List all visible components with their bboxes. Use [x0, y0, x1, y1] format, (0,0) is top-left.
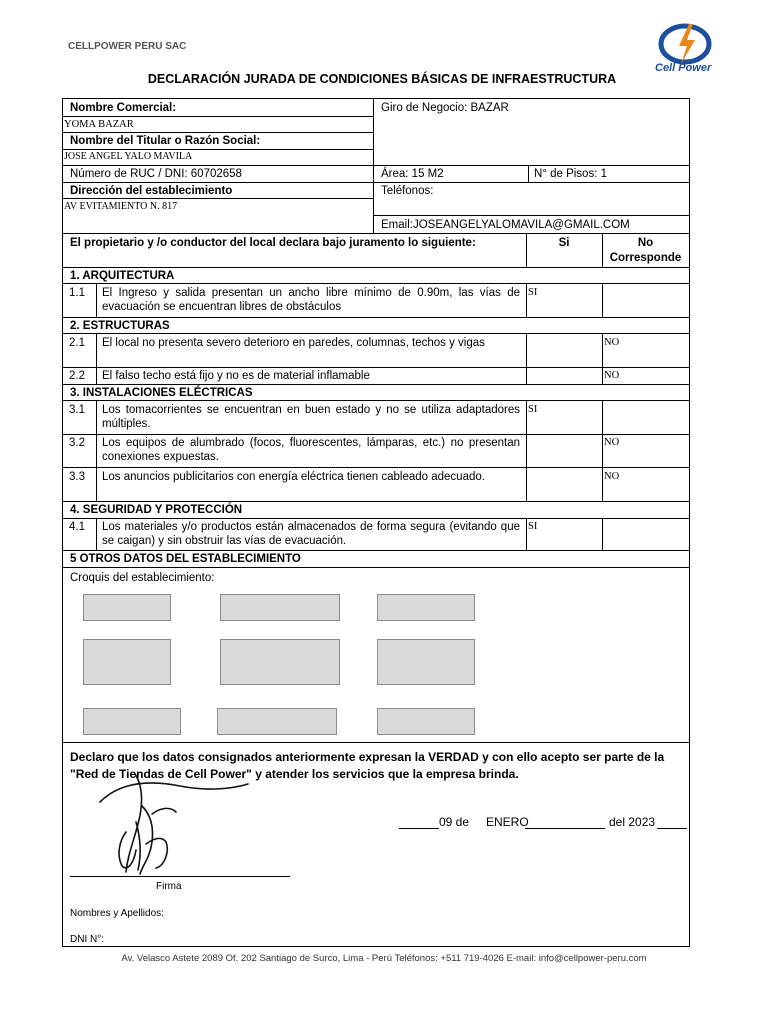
item-text: El falso techo está fijo y no es de material inflamable [102, 370, 370, 382]
closing-statement-line1: Declaro que los datos consignados anteriormente expresan la VERDAD y con ello acepto ser parte de la [70, 750, 665, 764]
nombre-comercial-value: YOMA BAZAR [64, 119, 134, 130]
croquis-placeholder [217, 708, 337, 735]
titular-value: JOSE ANGEL YALO MAVILA [64, 151, 193, 162]
croquis-label: Croquis del establecimiento: [70, 572, 215, 584]
date-year: del 2023 [609, 815, 656, 829]
dni-label: DNI N°: [70, 934, 104, 945]
area: Área: 15 M2 [381, 168, 444, 180]
answer-si: SI [528, 287, 538, 298]
item-number: 3.1 [69, 404, 85, 416]
date-underline [657, 828, 687, 829]
item-text: Los materiales y/o productos están almacenados de forma segura (evitando que se caigan) y sin obstruir las vías de evacuación. [102, 521, 520, 547]
croquis-placeholder [220, 594, 340, 621]
answer-no: NO [604, 370, 620, 381]
answer-si: SI [528, 404, 538, 415]
item-text: El Ingreso y salida presentan un ancho libre mínimo de 0.90m, las vías de evacuación se encuentran libres de obstáculos [102, 287, 520, 313]
croquis-placeholder [220, 639, 340, 685]
item-number: 3.2 [69, 437, 85, 449]
item-number: 2.2 [69, 370, 85, 382]
direccion-label: Dirección del establecimiento [70, 185, 233, 197]
answer-no: NO [604, 337, 620, 348]
answer-no: NO [604, 437, 620, 448]
direccion-value: AV EVITAMIENTO N. 817 [64, 201, 178, 212]
croquis-placeholder [377, 594, 475, 621]
section-instalaciones: 3. INSTALACIONES ELÉCTRICAS [70, 387, 253, 399]
date-underline [525, 828, 605, 829]
answer-no: NO [604, 471, 620, 482]
item-text: El local no presenta severo deterioro en paredes, columnas, techos y vigas [102, 337, 485, 349]
company-name: CELLPOWER PERU SAC [68, 41, 187, 52]
croquis-placeholder [83, 594, 171, 621]
footer-contact: Av. Velasco Astete 2089 Of. 202 Santiago de Surco, Lima - Perú Teléfonos: +511 719-4026 E-mail: info@cellpower-peru.com [121, 953, 647, 964]
nombre-comercial-label: Nombre Comercial: [70, 102, 177, 114]
document-title: DECLARACIÓN JURADA DE CONDICIONES BÁSICAS DE INFRAESTRUCTURA [147, 72, 617, 86]
item-text: Los equipos de alumbrado (focos, fluorescentes, lámparas, etc.) no presentan conexiones expuestas. [102, 437, 520, 463]
croquis-placeholder [377, 639, 475, 685]
logo-text: Cell Power [655, 62, 712, 74]
giro-negocio: Giro de Negocio: BAZAR [381, 102, 509, 114]
section-arquitectura: 1. ARQUITECTURA [70, 270, 175, 282]
firma-label: Firma [156, 881, 182, 892]
section-estructuras: 2. ESTRUCTURAS [70, 320, 170, 332]
croquis-placeholder [83, 639, 171, 685]
item-number: 4.1 [69, 521, 85, 533]
item-text: Los anuncios publicitarios con energía eléctrica tienen cableado adecuado. [102, 471, 485, 483]
nombres-label: Nombres y Apellidos: [70, 908, 164, 919]
column-no: No [637, 237, 654, 249]
item-number: 3.3 [69, 471, 85, 483]
column-no-corresponde: Corresponde [609, 252, 682, 264]
titular-label: Nombre del Titular o Razón Social: [70, 135, 261, 147]
email: Email:JOSEANGELYALOMAVILA@GMAIL.COM [381, 219, 630, 231]
item-number: 1.1 [69, 287, 85, 299]
item-text: Los tomacorrientes se encuentran en buen estado y no se utiliza adaptadores múltiples. [102, 404, 520, 430]
column-si: Si [558, 237, 570, 249]
ruc-dni: Número de RUC / DNI: 60702658 [70, 168, 242, 180]
closing-statement-line2: "Red de Tiendas de Cell Power" y atender los servicios que la empresa brinda. [70, 767, 519, 781]
telefonos-label: Teléfonos: [381, 185, 434, 197]
section-otros-datos: 5 OTROS DATOS DEL ESTABLECIMIENTO [70, 553, 301, 565]
item-number: 2.1 [69, 337, 85, 349]
date-month: ENERO [486, 815, 529, 829]
section-seguridad: 4. SEGURIDAD Y PROTECCIÓN [70, 504, 243, 516]
croquis-placeholder [377, 708, 475, 735]
handwritten-signature [80, 762, 250, 882]
answer-si: SI [528, 521, 538, 532]
croquis-placeholder [83, 708, 181, 735]
date-day: 09 de [439, 815, 470, 829]
date-line [399, 815, 499, 829]
declaration-intro: El propietario y /o conductor del local declara bajo juramento lo siguiente: [70, 237, 476, 249]
pisos: N° de Pisos: 1 [534, 168, 607, 180]
